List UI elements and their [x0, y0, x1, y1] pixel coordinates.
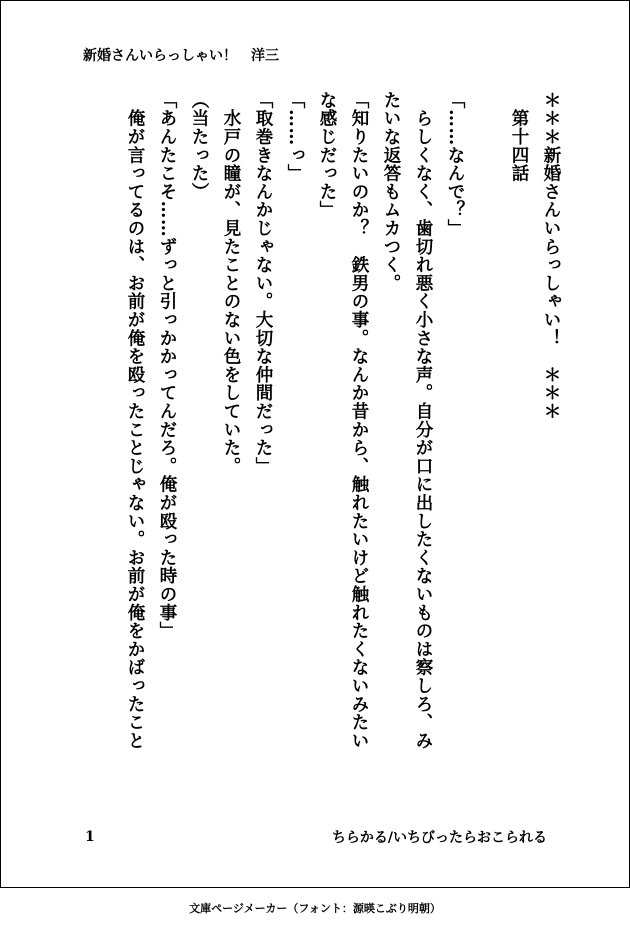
generator-credit: 文庫ページメーカー（フォント：源暎こぶり明朝） — [189, 902, 441, 915]
text-line: 「……っ」 — [285, 91, 305, 183]
page-number: 1 — [85, 829, 95, 845]
text-line: 第十四話 — [509, 91, 529, 183]
text-line: な感じだった」 — [317, 91, 337, 220]
text-line: 「知りたいのか？ 鉄男の事。なんか昔から、触れたいけど触れたくないみたい — [349, 91, 369, 750]
text-line: 「取巻きなんかじゃない。大切な仲間だった」 — [253, 91, 273, 476]
text-line: らしくなく、歯切れ悪く小さな声。自分が口に出したくないものは察しろ、み — [413, 91, 433, 750]
text-line: 「……なんで？」 — [445, 91, 465, 238]
running-header-title: 新婚さんいらっしゃい！ 洋三 — [83, 48, 279, 64]
vertical-body-text — [67, 91, 567, 791]
text-line: たいな返答もムカつく。 — [381, 91, 401, 293]
footer-author: ちらかる/いちびったらおこられる — [331, 830, 547, 846]
text-line: 「あんたこそ……ずっと引っかかってんだろ。俺が殴った時の事」 — [157, 91, 177, 640]
text-line: 水戸の瞳が、見たことのない色をしていた。 — [221, 91, 241, 476]
blank-line — [471, 91, 503, 791]
text-line: （当たった） — [189, 91, 209, 201]
text-line: ＊＊＊新婚さんいらっしゃい！ ＊＊＊ — [541, 91, 561, 421]
text-line: 俺が言ってるのは、お前が俺を殴ったことじゃない。お前が俺をかばったこと — [125, 91, 145, 750]
